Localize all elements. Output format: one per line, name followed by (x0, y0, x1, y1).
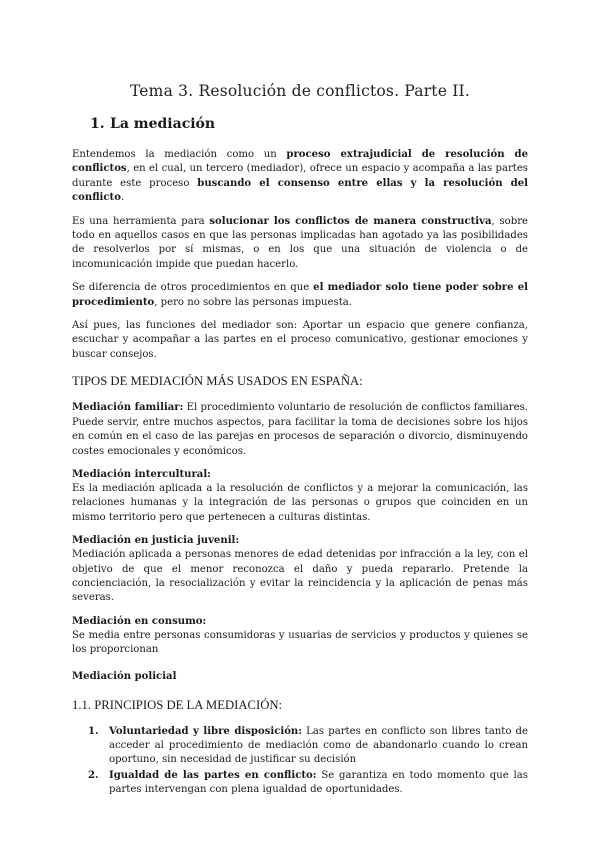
type-consumo (72, 615, 528, 658)
type-description: Es la mediación aplicada a la resolución de conflictos y a mejorar la comunicación, las relaciones humanas y la integración de las personas o grupos que coinciden en un mismo territorio pero que pertenecen a culturas distintas. (72, 482, 528, 523)
heading-la-mediacion (90, 116, 528, 132)
type-label: Mediación en consumo: (72, 615, 207, 627)
type-label: Mediación policial (72, 670, 177, 682)
text-run: Entendemos la mediación como un (72, 149, 287, 160)
paragraph-tool (72, 215, 528, 273)
heading-number: 1. (90, 116, 105, 132)
list-marker: 1. (88, 725, 99, 737)
principle-text: Las partes en conflicto son libres tanto de acceder al procedimiento de mediación como de abandonarlo cuando lo crean oportuno, sin necesidad de justificar su decisión (109, 725, 528, 765)
paragraph-functions: Así pues, las funciones del mediador son: Aportar un espacio que genere confianza, escuchar y acompañar a las partes en el proceso comunicativo, gestionar emociones y buscar consejos. (72, 320, 528, 360)
bold-run: proceso extrajudicial de resolución de conflictos (72, 149, 529, 175)
paragraph-definition (72, 148, 528, 206)
list-item (72, 725, 528, 768)
document-title: Tema 3. Resolución de conflictos. Parte II. (129, 82, 471, 100)
text-run: , pero no sobre las personas impuesta. (154, 296, 352, 308)
type-description: Mediación aplicada a personas menores de edad detenidas por infracción a la ley, con el objetivo de que el menor reconozca el daño y pueda repararlo. Pretende la concienciación, la resocialización y evitar la reincidencia y la aplicación de penas más severas. (72, 549, 528, 604)
type-label: Mediación intercultural: (72, 468, 211, 480)
type-description: Se media entre personas consumidoras y usuarias de servicios y productos y quienes se los proporcionan (72, 629, 528, 656)
principles-list (72, 725, 528, 798)
section-heading-principios: 1.1. PRINCIPIOS DE LA MEDIACIÓN: (72, 697, 283, 712)
heading-text: La mediación (110, 116, 216, 132)
bold-run: buscando el consenso entre ellas y la resolución del conflicto (72, 177, 528, 204)
type-description: El procedimiento voluntario de resolución de conflictos familiares. Puede servir, entre muchos aspectos, para facilitar la toma de decisiones sobre los hijos en común en el caso de las parejas en procesos de separación o divorcio, disminuyendo costes emocionales y económicos. (72, 402, 528, 457)
type-policial (72, 670, 528, 684)
text-run: , en el cual, un tercero (mediador), ofrece un espacio y acompaña a las partes durante este proceso (72, 163, 528, 189)
type-familiar (72, 401, 528, 459)
type-juvenil (72, 534, 528, 606)
bold-run: el mediador solo tiene poder sobre el procedimiento (72, 282, 529, 308)
text-run: . (120, 192, 125, 204)
list-item (72, 769, 528, 797)
list-marker: 2. (88, 770, 99, 782)
text-run: Es una herramienta para (72, 215, 210, 227)
bold-run: solucionar los conflictos de manera constructiva (209, 215, 492, 227)
type-label: Mediación familiar: (72, 402, 184, 414)
principle-label: Igualdad de las partes en conflicto: (109, 770, 317, 782)
paragraph-difference (72, 281, 528, 310)
type-intercultural (72, 468, 528, 525)
type-familiar-text (72, 401, 528, 459)
section-heading-tipos: TIPOS DE MEDIACIÓN MÁS USADOS EN ESPAÑA: (72, 374, 363, 389)
principle-label: Voluntariedad y libre disposición: (109, 725, 302, 737)
text-run: Se diferencia de otros procedimientos en que (72, 282, 314, 294)
principle-text: Se garantiza en todo momento que las partes intervengan con plena igualdad de oportunidades. (109, 770, 528, 796)
type-label: Mediación en justicia juvenil: (72, 535, 240, 547)
text-run: , sobre todo en aquellos casos en que las personas implicadas han agotado ya las posibilidades de resolverlos por sí mismas, o en los que una situación de violencia o de incomunicación impide que puedan hacerlo. (72, 215, 528, 270)
